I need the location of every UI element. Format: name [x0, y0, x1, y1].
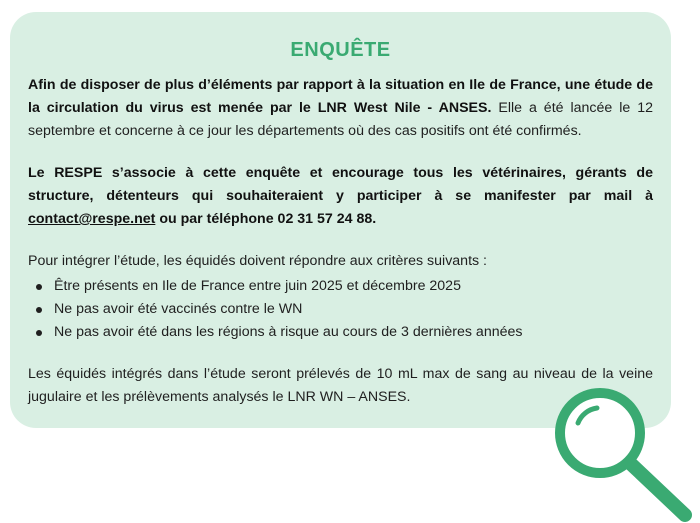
intro-bold-text: Afin de disposer de plus d’éléments par rapport à la situation en Ile de France, une étude de la circulation du virus est menée par le LNR West Nile - ANSES.	[28, 77, 653, 116]
criteria-text: Ne pas avoir été vaccinés contre le WN	[54, 301, 303, 317]
survey-card	[10, 12, 671, 428]
criteria-text: Être présents en Ile de France entre juin 2025 et décembre 2025	[54, 278, 461, 294]
intro-normal-text: Elle a été lancée le 12 septembre et concerne à ce jour les départements où des cas positifs ont été confirmés.	[28, 100, 653, 139]
bullet-icon	[36, 330, 42, 336]
card-title: ENQUÊTE	[290, 39, 391, 61]
list-item	[28, 275, 653, 298]
criteria-list	[28, 275, 653, 344]
list-item	[28, 321, 653, 344]
bullet-icon	[36, 307, 42, 313]
contact-bold-text: Le RESPE s’associe à cette enquête et encourage tous les vétérinaires, gérants de structure, détenteurs qui souhaiteraient y participer à se manifester par mail à	[28, 165, 653, 204]
contact-email-link[interactable]: contact@respe.net	[28, 211, 156, 227]
intro-paragraph	[28, 74, 653, 143]
bullet-icon	[36, 284, 42, 290]
list-item	[28, 298, 653, 321]
sampling-paragraph: Les équidés intégrés dans l’étude seront prélevés de 10 mL max de sang au niveau de la veine jugulaire et les prélèvements analysés le LNR WN – ANSES.	[28, 366, 653, 405]
contact-phone-text: ou par téléphone 02 31 57 24 88.	[155, 211, 377, 227]
magnifying-glass-icon	[545, 381, 700, 523]
criteria-text: Ne pas avoir été dans les régions à risque au cours de 3 dernières années	[54, 324, 523, 340]
contact-paragraph	[28, 162, 653, 231]
criteria-intro: Pour intégrer l’étude, les équidés doivent répondre aux critères suivants :	[28, 253, 487, 269]
